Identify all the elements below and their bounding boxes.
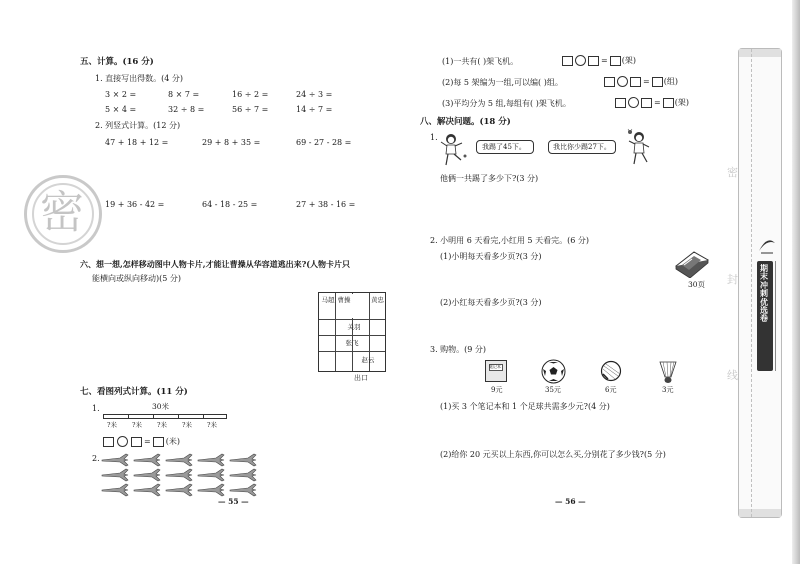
racket-icon xyxy=(600,360,622,382)
vertical-calc-item: 64 - 18 - 25 = xyxy=(202,200,258,209)
segment-label: ?米 xyxy=(207,421,217,429)
section8-q3-sub1: (1)买 3 个笔记本和 1 个足球共需多少元?(4 分) xyxy=(440,402,610,411)
vertical-calc-item: 69 - 27 - 28 = xyxy=(296,138,352,147)
operator-circle[interactable] xyxy=(117,436,128,447)
calc-item: 56 ÷ 7 = xyxy=(232,105,269,114)
card-huangzhong: 黄忠 xyxy=(371,296,384,304)
answer-row: = (架) xyxy=(615,97,689,108)
section7-q1-num: 1. xyxy=(92,404,100,413)
book-image xyxy=(674,248,710,278)
notebook-label: 笔记本 xyxy=(489,364,501,369)
unit-label: (米) xyxy=(165,436,180,446)
answer-box[interactable] xyxy=(131,437,142,447)
card-caocao: 曹操 xyxy=(337,296,351,304)
calc-item: 16 ÷ 2 = xyxy=(232,90,269,99)
calc-item: 24 ÷ 3 = xyxy=(296,90,333,99)
answer-box[interactable] xyxy=(641,98,652,108)
calc-item: 32 ÷ 8 = xyxy=(168,105,205,114)
page-edge xyxy=(792,0,800,564)
binder-mark: 线 xyxy=(727,369,738,382)
speech-bubble-text: 我踢了45下。 xyxy=(482,143,526,151)
speech-bubble xyxy=(548,140,616,154)
answer-box[interactable] xyxy=(588,56,599,66)
binder-strip xyxy=(727,48,782,518)
binder-mark: 封 xyxy=(727,273,738,286)
section5-q2-label: 2. 列竖式计算。(12 分) xyxy=(95,121,181,130)
card-machao: 马超 xyxy=(321,296,335,304)
card-zhangfei: 张飞 xyxy=(345,339,359,347)
huarong-puzzle-grid xyxy=(318,292,386,372)
answer-box[interactable] xyxy=(615,98,626,108)
girl-kicking-shuttlecock-image xyxy=(436,132,468,168)
calc-item: 3 × 2 = xyxy=(105,90,137,99)
section8-q3-sub2: (2)给你 20 元买以上东西,你可以怎么买,分别花了多少钱?(5 分) xyxy=(440,450,666,459)
section8-title: 八、解决问题。(18 分) xyxy=(420,117,511,127)
vertical-calc-item: 27 + 38 - 16 = xyxy=(296,200,356,209)
vertical-calc-item: 19 + 36 - 42 = xyxy=(105,200,165,209)
answer-box[interactable] xyxy=(652,77,663,87)
answer-row: = (米) xyxy=(103,436,180,447)
answer-row: = (架) xyxy=(562,55,636,66)
answer-box[interactable] xyxy=(604,77,615,87)
section8-q2-sub1: (1)小明每天看多少页?(3 分) xyxy=(440,252,542,261)
price-label: 6元 xyxy=(605,386,617,394)
unit-label: (组) xyxy=(663,76,678,86)
speech-bubble-text: 我比你少踢27下。 xyxy=(553,143,611,151)
speech-bubble xyxy=(476,140,534,154)
section8-q1-question: 他俩一共踢了多少下?(3 分) xyxy=(440,174,539,183)
notebook-image xyxy=(485,360,507,382)
section6-title: 六、想一想,怎样移动图中人物卡片,才能让曹操从华容道逃出来?(人物卡片只 xyxy=(80,259,351,269)
section7-q2-num: 2. xyxy=(92,454,100,463)
answer-box[interactable] xyxy=(630,77,641,87)
total-length-label: 30米 xyxy=(152,402,170,411)
price-label: 3元 xyxy=(662,386,674,394)
segment-label: ?米 xyxy=(157,421,167,429)
answer-box[interactable] xyxy=(103,437,114,447)
calc-item: 14 ÷ 7 = xyxy=(296,105,333,114)
price-label: 9元 xyxy=(491,386,503,394)
answer-box[interactable] xyxy=(562,56,573,66)
vertical-calc-item: 47 + 18 + 12 = xyxy=(105,138,169,147)
calc-item: 5 × 4 = xyxy=(105,105,137,114)
operator-circle[interactable] xyxy=(617,76,628,87)
calc-item: 8 × 7 = xyxy=(168,90,200,99)
book-pages-label: 30页 xyxy=(688,280,706,289)
plane-question-2: (2)每 5 架编为一组,可以编( )组。 xyxy=(442,78,563,87)
segment-label: ?米 xyxy=(182,421,192,429)
section5-title: 五、计算。(16 分) xyxy=(80,57,154,67)
airplane-group xyxy=(100,452,260,498)
segment-label: ?米 xyxy=(107,421,117,429)
operator-circle[interactable] xyxy=(575,55,586,66)
answer-box[interactable] xyxy=(153,437,164,447)
section8-q2-label: 2. 小明用 6 天看完,小红用 5 天看完。(6 分) xyxy=(430,236,589,245)
card-guanyu: 关羽 xyxy=(347,323,361,331)
brand-banner xyxy=(757,261,773,371)
page-number-left: — 55 — xyxy=(218,497,249,506)
section8-q2-sub2: (2)小红每天看多少页?(3 分) xyxy=(440,298,542,307)
price-label: 35元 xyxy=(545,386,561,394)
section6-title-cont: 能横向或纵向移动)(5 分) xyxy=(92,274,181,283)
segment-bar xyxy=(103,414,227,419)
card-zhaoyun: 赵云 xyxy=(361,356,375,364)
answer-row: = (组) xyxy=(604,76,678,87)
page-number-right: — 56 — xyxy=(555,497,586,506)
puzzle-exit-label: 出口 xyxy=(354,374,368,382)
boy-kicking-shuttlecock-image xyxy=(620,128,654,166)
plane-question-3: (3)平均分为 5 组,每组有( )架飞机。 xyxy=(442,99,571,108)
answer-box[interactable] xyxy=(663,98,674,108)
answer-box[interactable] xyxy=(610,56,621,66)
section7-title: 七、看图列式计算。(11 分) xyxy=(80,387,188,397)
section8-q3-label: 3. 购物。(9 分) xyxy=(430,345,487,354)
seal-stamp xyxy=(24,175,102,253)
unit-label: (架) xyxy=(674,97,689,107)
section5-q1-label: 1. 直接写出得数。(4 分) xyxy=(95,74,184,83)
seal-char: 密 xyxy=(40,187,84,238)
section8-q1-num: 1. xyxy=(430,133,438,142)
shuttlecock-icon xyxy=(659,360,677,384)
brand-text: 期末冲刺优选卷 xyxy=(760,264,768,324)
segment-label: ?米 xyxy=(132,421,142,429)
soccer-ball-icon xyxy=(541,359,566,384)
plane-question-1: (1)一共有( )架飞机。 xyxy=(442,57,519,66)
operator-circle[interactable] xyxy=(628,97,639,108)
brand-slogan-lines xyxy=(775,261,778,371)
brand-logo-icon xyxy=(757,237,777,255)
vertical-calc-item: 29 + 8 + 35 = xyxy=(202,138,261,147)
unit-label: (架) xyxy=(621,55,636,65)
binder-mark: 密 xyxy=(727,166,738,179)
